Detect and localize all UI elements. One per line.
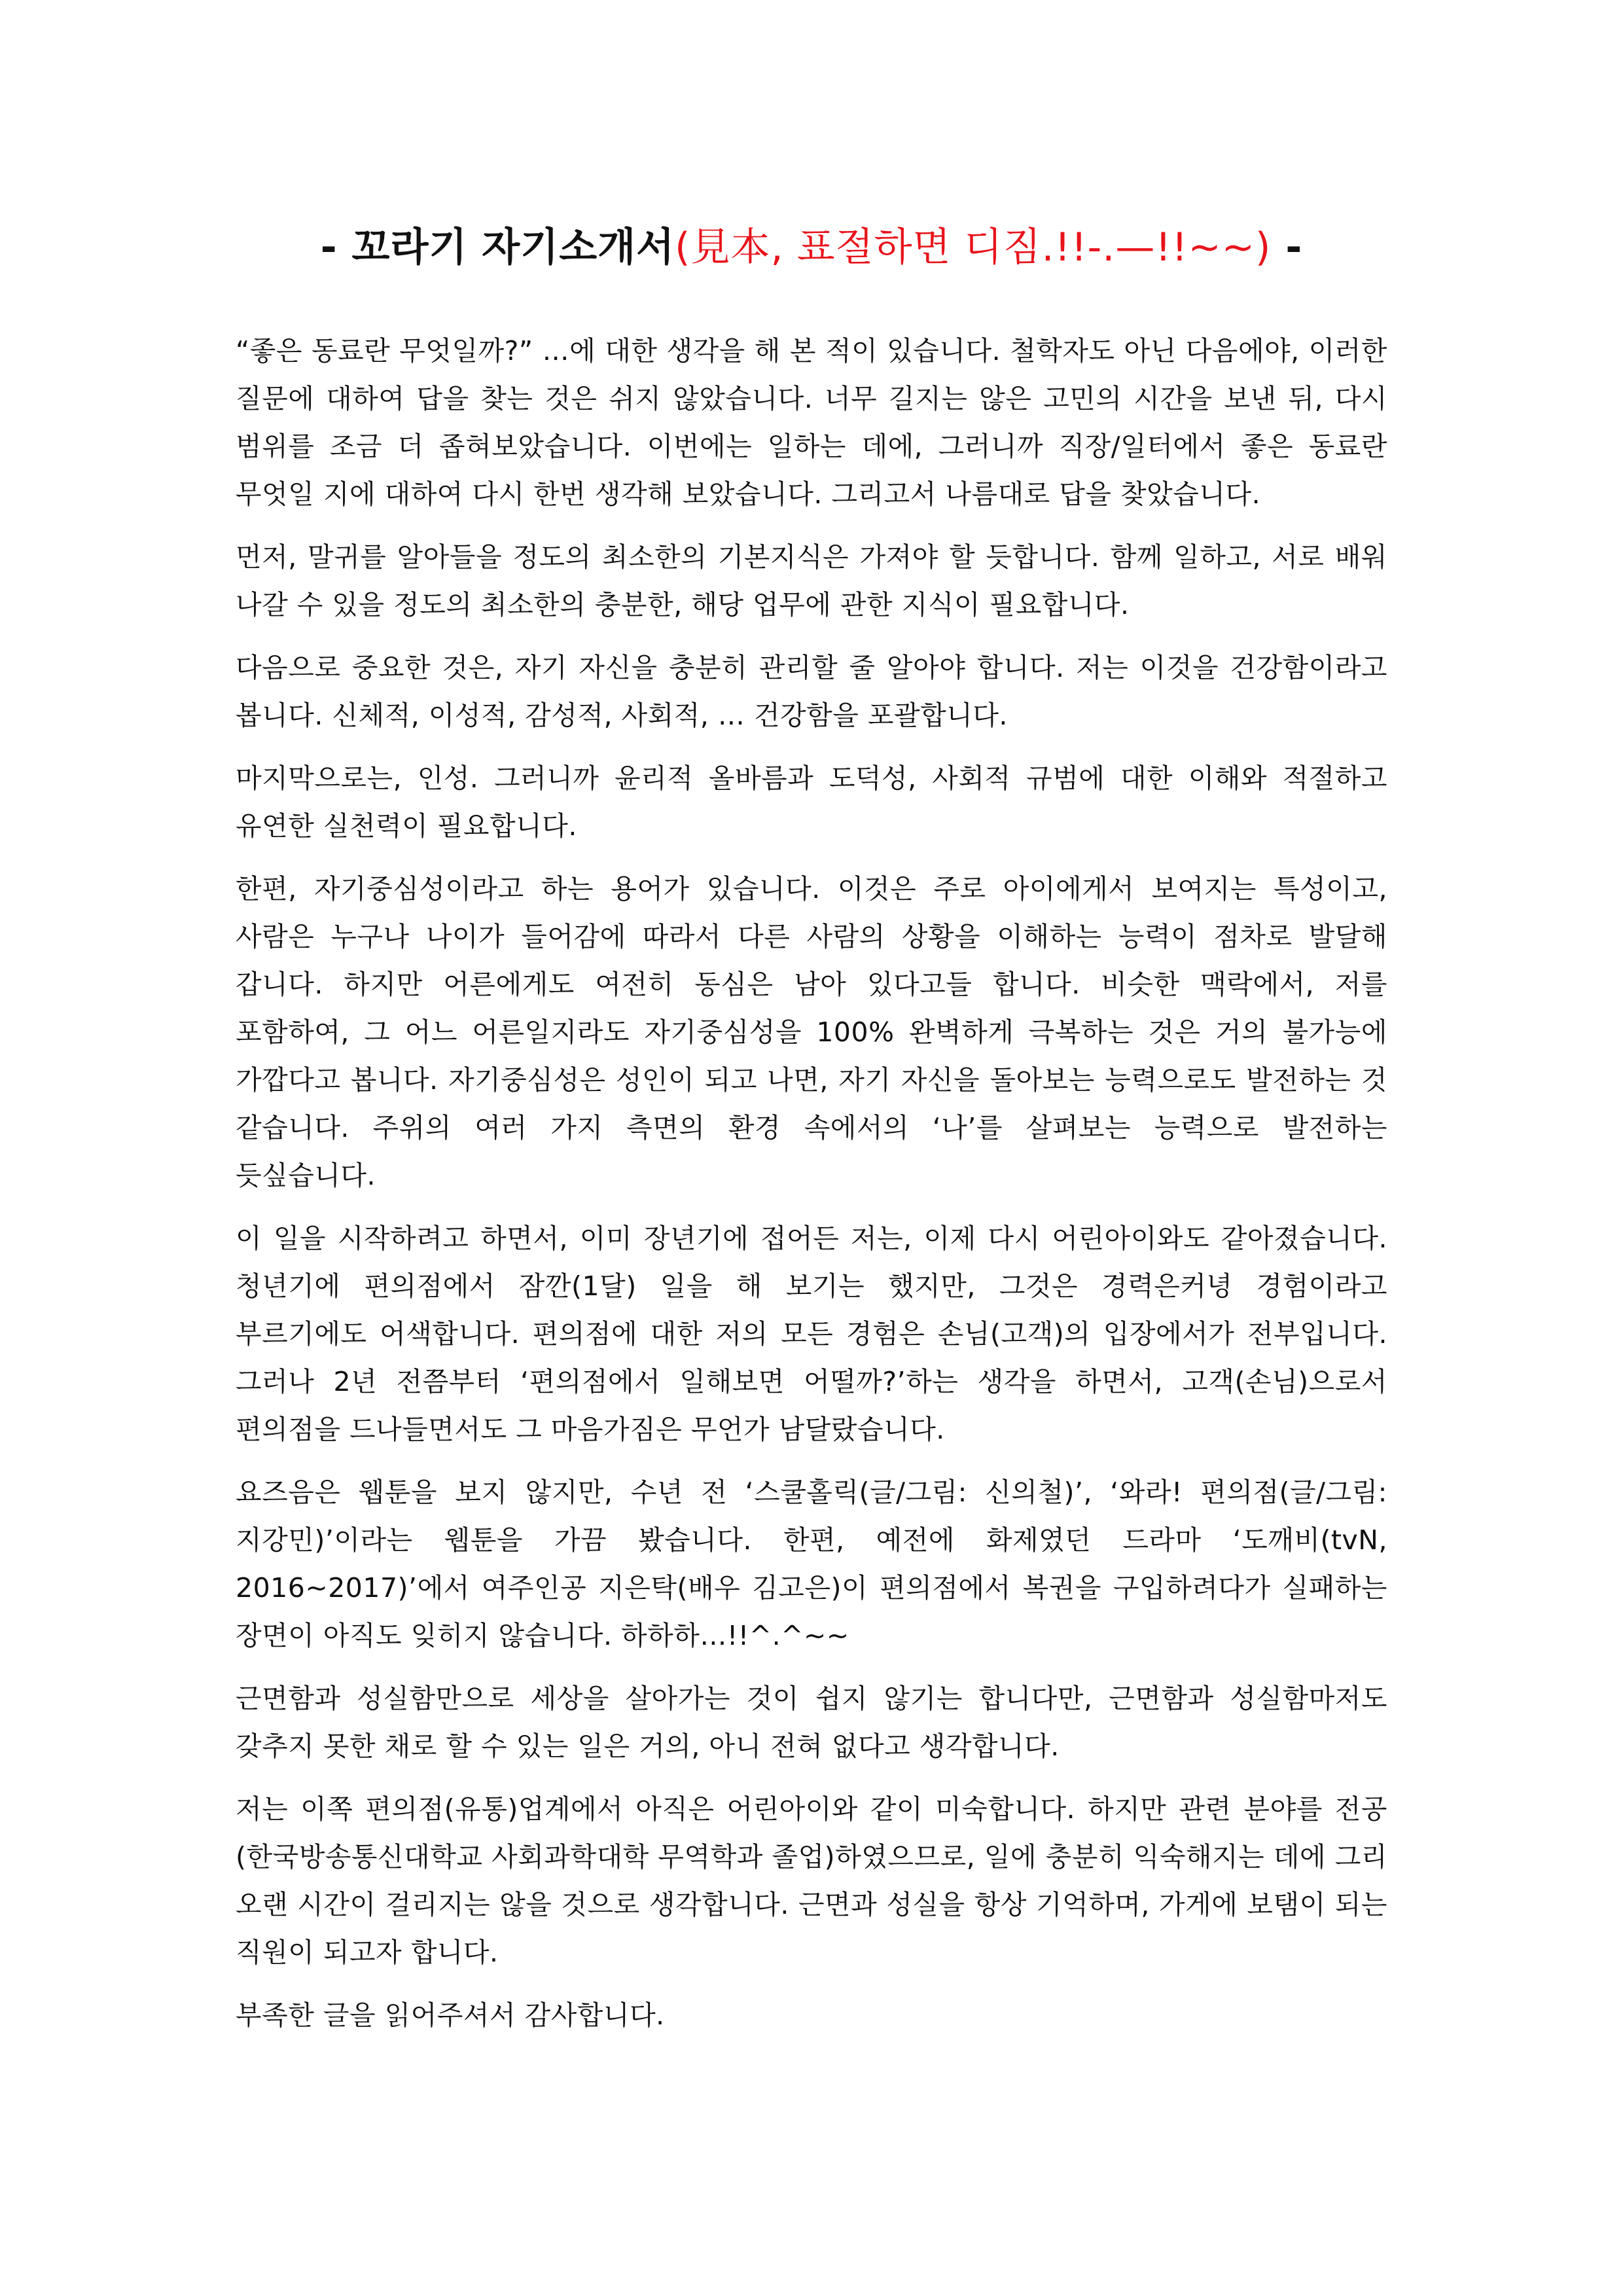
- paragraph: 먼저, 말귀를 알아들을 정도의 최소한의 기본지식은 가져야 할 듯합니다. 함께 일하고, 서로 배워 나갈 수 있을 정도의 최소한의 충분한, 해당 업무에 관한 지식이 필요합니다.: [236, 541, 1387, 620]
- paragraph: 저는 이쪽 편의점(유통)업계에서 아직은 어린아이와 같이 미숙합니다. 하지만 관련 분야를 전공(한국방송통신대학교 사회과학대학 무역학과 졸업)하였으므로, 일에 충분히 익숙해지는 데에 그리 오랜 시간이 걸리지는 않을 것으로 생각합니다. 근면과 성실을 항상 기억하며, 가게에 보탬이 되는 직원이 되고자 합니다.: [236, 1793, 1387, 1968]
- paragraph: 부족한 글을 읽어주셔서 감사합니다.: [236, 2000, 665, 2031]
- paragraph: 이 일을 시작하려고 하면서, 이미 장년기에 접어든 저는, 이제 다시 어린아이와도 같아졌습니다. 청년기에 편의점에서 잠깐(1달) 일을 해 보기는 했지만, 그것은 경력은커녕 경험이라고 부르기에도 어색합니다. 편의점에 대한 저의 모든 경험은 손님(고객)의 입장에서가 전부입니다. 그러나 2년 전쯤부터 ‘편의점에서 일해보면 어떨까?’하는 생각을 하면서, 고객(손님)으로서 편의점을 드나들면서도 그 마음가짐은 무언가 남달랐습니다.: [236, 1223, 1387, 1445]
- paragraph: 다음으로 중요한 것은, 자기 자신을 충분히 관리할 줄 알아야 합니다. 저는 이것을 건강함이라고 봅니다. 신체적, 이성적, 감성적, 사회적, … 건강함을 포괄합니다.: [236, 652, 1387, 731]
- paragraph: 요즈음은 웹툰을 보지 않지만, 수년 전 ‘스쿨홀릭(글/그림: 신의철)’, ‘와라! 편의점(글/그림: 지강민)’이라는 웹툰을 가끔 봤습니다. 한편, 예전에 화제였던 드라마 ‘도깨비(tvN, 2016~2017)’에서 여주인공 지은탁(배우 김고은)이 편의점에서 복권을 구입하려다가 실패하는 장면이 아직도 잊히지 않습니다. 하하하…!!^.^~~: [236, 1477, 1387, 1651]
- title-prefix: - 꼬라기 자기소개서: [320, 224, 675, 270]
- document-title: [236, 221, 1387, 274]
- title-suffix: -: [1271, 224, 1303, 270]
- paragraph: 한편, 자기중심성이라고 하는 용어가 있습니다. 이것은 주로 아이에게서 보여지는 특성이고, 사람은 누구나 나이가 들어감에 따라서 다른 사람의 상황을 이해하는 능력이 점차로 발달해 갑니다. 하지만 어른에게도 여전히 동심은 남아 있다고들 합니다. 비슷한 맥락에서, 저를 포함하여, 그 어느 어른일지라도 자기중심성을 100% 완벽하게 극복하는 것은 거의 불가능에 가깝다고 봅니다. 자기중심성은 성인이 되고 나면, 자기 자신을 돌아보는 능력으로도 발전하는 것 같습니다. 주위의 여러 가지 측면의 환경 속에서의 ‘나’를 살펴보는 능력으로 발전하는 듯싶습니다.: [236, 873, 1387, 1191]
- title-highlight: (見本, 표절하면 디짐.!!-.—!!~~): [675, 224, 1272, 270]
- document-body: [236, 327, 1387, 2054]
- paragraph: 마지막으로는, 인성. 그러니까 윤리적 올바름과 도덕성, 사회적 규범에 대한 이해와 적절하고 유연한 실천력이 필요합니다.: [236, 762, 1387, 842]
- paragraph: 근면함과 성실함만으로 세상을 살아가는 것이 쉽지 않기는 합니다만, 근면함과 성실함마저도 갖추지 못한 채로 할 수 있는 일은 거의, 아니 전혀 없다고 생각합니다.: [236, 1683, 1387, 1762]
- paragraph: “좋은 동료란 무엇일까?” …에 대한 생각을 해 본 적이 있습니다. 철학자도 아닌 다음에야, 이러한 질문에 대하여 답을 찾는 것은 쉬지 않았습니다. 너무 길지는 않은 고민의 시간을 보낸 뒤, 다시 범위를 조금 더 좁혀보았습니다. 이번에는 일하는 데에, 그러니까 직장/일터에서 좋은 동료란 무엇일 지에 대하여 다시 한번 생각해 보았습니다. 그리고서 나름대로 답을 찾았습니다.: [236, 335, 1387, 510]
